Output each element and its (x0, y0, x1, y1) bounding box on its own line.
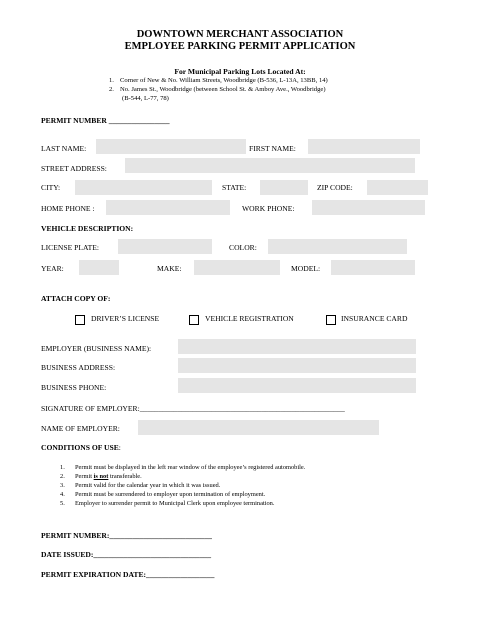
last-name-field[interactable] (96, 139, 246, 154)
make-field[interactable] (194, 260, 280, 275)
zip-code-label: ZIP CODE: (317, 183, 353, 192)
color-label: COLOR: (229, 243, 257, 252)
business-phone-label: BUSINESS PHONE: (41, 383, 107, 392)
lots-heading: For Municipal Parking Lots Located At: (174, 67, 306, 76)
signature-line[interactable]: SIGNATURE OF EMPLOYER:______________________________________________________ (41, 404, 345, 413)
year-field[interactable] (79, 260, 119, 275)
business-address-label: BUSINESS ADDRESS: (41, 363, 116, 372)
employer-label: EMPLOYER (BUSINESS NAME): (41, 344, 152, 353)
license-plate-field[interactable] (118, 239, 212, 254)
street-address-label: STREET ADDRESS: (41, 164, 107, 173)
name-of-employer-label: NAME OF EMPLOYER: (41, 424, 120, 433)
condition-2-pre: Permit (75, 473, 94, 480)
form-title-line-1: DOWNTOWN MERCHANT ASSOCIATION (136, 29, 344, 40)
footer-expiration-date: PERMIT EXPIRATION DATE:__________________ (41, 570, 215, 579)
condition-5-text: Employer to surrender permit to Municipal Clerk upon employee termination. (75, 500, 275, 507)
attach-copy-heading: ATTACH COPY OF: (41, 294, 111, 303)
insurance-card-label: INSURANCE CARD (341, 314, 408, 323)
first-name-label: FIRST NAME: (249, 144, 296, 153)
conditions-heading-colon: : (118, 443, 121, 452)
condition-2-number: 2. (60, 473, 65, 480)
conditions-heading-text: CONDITIONS OF USE (41, 443, 119, 452)
conditions-heading (41, 443, 121, 453)
model-field[interactable] (331, 260, 415, 275)
city-label: CITY: (41, 183, 61, 192)
home-phone-field[interactable] (106, 200, 230, 215)
condition-3-text: Permit valid for the calendar year in which it was issued. (75, 482, 221, 489)
condition-1-text: Permit must be displayed in the left rear window of the employee’s registered automobile. (75, 464, 306, 471)
permit-number-label: PERMIT NUMBER ________________ (41, 116, 170, 125)
work-phone-field[interactable] (312, 200, 425, 215)
condition-4-number: 4. (60, 491, 65, 498)
condition-2-text (75, 472, 142, 481)
location-2-continuation: (B-544, L-77, 78) (122, 95, 169, 102)
business-address-field[interactable] (178, 358, 416, 373)
drivers-license-checkbox[interactable] (75, 315, 85, 325)
location-2-number: 2. (109, 86, 114, 93)
zip-code-field[interactable] (367, 180, 428, 195)
street-address-field[interactable] (125, 158, 415, 173)
vehicle-description-heading: VEHICLE DESCRIPTION: (41, 224, 134, 233)
state-field[interactable] (260, 180, 308, 195)
model-label: MODEL: (291, 264, 321, 273)
condition-3-number: 3. (60, 482, 65, 489)
employer-field[interactable] (178, 339, 416, 354)
last-name-label: LAST NAME: (41, 144, 87, 153)
state-label: STATE: (222, 183, 247, 192)
vehicle-registration-label: VEHICLE REGISTRATION (205, 314, 294, 323)
license-plate-label: LICENSE PLATE: (41, 243, 100, 252)
insurance-card-checkbox[interactable] (326, 315, 336, 325)
footer-date-issued: DATE ISSUED:_______________________________ (41, 550, 212, 559)
color-field[interactable] (268, 239, 407, 254)
vehicle-registration-checkbox[interactable] (189, 315, 199, 325)
condition-5-number: 5. (60, 500, 65, 507)
condition-2-post: transferable. (108, 473, 142, 480)
drivers-license-label: DRIVER’S LICENSE (91, 314, 160, 323)
home-phone-label: HOME PHONE : (41, 204, 95, 213)
location-2-text: No. James St., Woodbridge (between School St. & Amboy Ave., Woodbridge) (120, 86, 326, 93)
location-1-number: 1. (109, 77, 114, 84)
condition-4-text: Permit must be surrendered to employer upon termination of employment. (75, 491, 266, 498)
city-field[interactable] (75, 180, 212, 195)
form-title-line-2: EMPLOYEE PARKING PERMIT APPLICATION (124, 41, 356, 52)
business-phone-field[interactable] (178, 378, 416, 393)
make-label: MAKE: (157, 264, 182, 273)
year-label: YEAR: (41, 264, 64, 273)
location-1-text: Corner of New & No. William Streets, Woodbridge (B-536, L-13A, 13BB, 14) (120, 77, 328, 84)
condition-1-number: 1. (60, 464, 65, 471)
footer-permit-number: PERMIT NUMBER:___________________________ (41, 531, 212, 540)
work-phone-label: WORK PHONE: (242, 204, 295, 213)
first-name-field[interactable] (308, 139, 420, 154)
name-of-employer-field[interactable] (138, 420, 379, 435)
condition-2-emphasis: is not (93, 473, 109, 480)
